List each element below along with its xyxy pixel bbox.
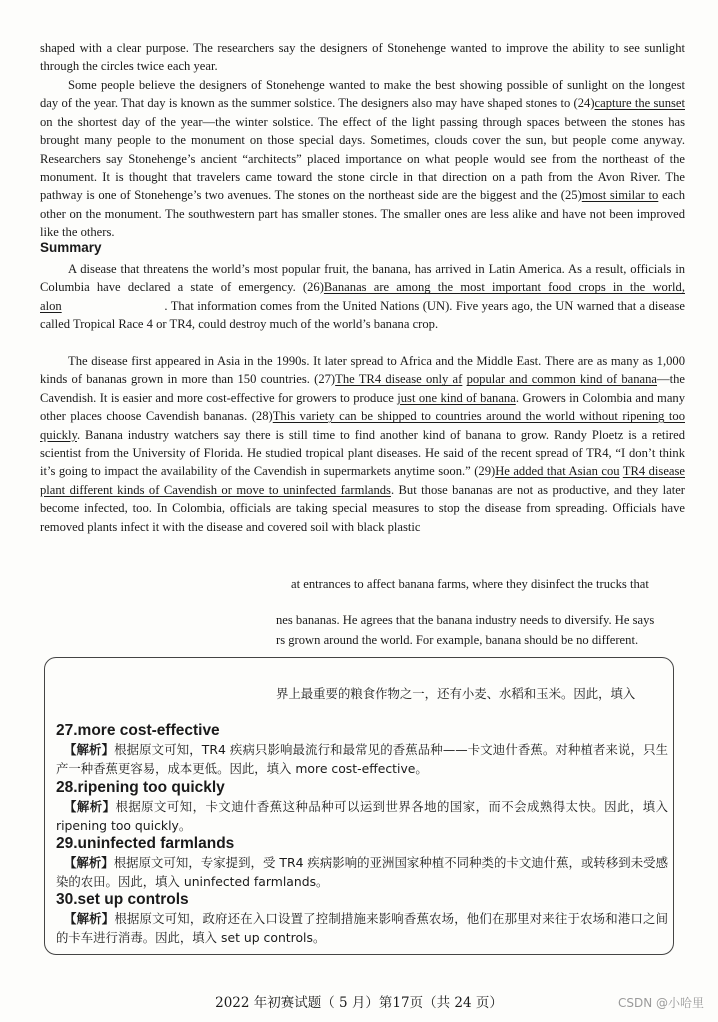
- paragraph-text: The disease first appeared in Asia in the 1990s. It later spread to Africa and the Middle East. There are as many as 1,000 kinds of bananas grown in more than 150 countries. (27): [40, 354, 685, 387]
- passage-paragraph-2: [40, 76, 685, 242]
- watermark: CSDN @小哈里: [617, 996, 704, 1010]
- paragraph-text: shaped with a clear purpose. The researchers say the designers of Stonehenge wanted to improve the ability to see sunlight through the circles twice each year.: [40, 41, 685, 74]
- paragraph-text: . That information comes from the United Nations (UN). Five years ago, the UN warned that a disease called Tropical Race 4 or TR4, could destroy much of the world’s banana crop.: [40, 298, 685, 332]
- answer-26-explanation-fragment: 界上最重要的粮食作物之一，还有小麦、水稻和玉米。因此，填入: [276, 686, 636, 701]
- underlined-phrase: just one kind of banana: [397, 390, 516, 405]
- passage-paragraph-3: [40, 260, 685, 334]
- answer-29-underline-cont: TR4 disease plant different kinds of Cavendish or move to uninfected farmlands: [40, 464, 685, 497]
- summary-heading: Summary: [40, 240, 102, 255]
- analysis-tag: 【解析】: [64, 855, 114, 870]
- answer-30-explanation: [56, 909, 668, 947]
- paragraph-text: on the shortest day of the year—the winter solstice. The effect of the light passing through spaces between the stones has brought many people to the monument on those special days. Sometimes, clouds cover the sun, but people come anyway. Researchers say Stonehenge’s ancient “architects” placed importance on what people would see from the northeast of the monument. It is thought that travelers came toward the stone circle in that direction on a path from the Avon River. The pathway is one of Stonehenge’s two avenues. The stones on the northeast side are the biggest and the (25): [40, 114, 685, 203]
- passage-paragraph-1: [40, 39, 685, 76]
- answer-27-explanation: [56, 740, 668, 778]
- explanation-text: 根据原文可知，专家提到，受 TR4 疾病影响的亚洲国家种植不同种类的卡文迪什蕉，或转移到未受感染的农田。因此，填入 uninfected farmlands。: [56, 855, 668, 889]
- explanation-text: 根据原文可知，TR4 疾病只影响最流行和最常见的香蕉品种——卡文迪什香蕉。对种植者来说，只生产一种香蕉更容易，成本更低。因此，填入 more cost-effective。: [56, 742, 669, 776]
- answer-24-underline: capture the sunset: [594, 96, 685, 111]
- paragraph-text: Some people believe the designers of Stonehenge wanted to make the best showing possible of sunlight on the longest day of the year. That day is known as the summer solstice. The designers also may have shaped stones to (24): [40, 78, 685, 111]
- analysis-tag: 【解析】: [64, 742, 115, 757]
- answer-28-underline: This variety can be shipped to countries around the world without ripening too quickly: [40, 409, 685, 442]
- cropped-text-fragment: nes bananas. He agrees that the banana industry needs to diversify. He says: [276, 613, 655, 627]
- answer-28-explanation: [56, 797, 668, 835]
- paragraph-text: . Growers in Colombia and many other places choose Cavendish bananas. (28): [40, 390, 686, 424]
- answer-27-label: 27.more cost-effective: [56, 722, 220, 739]
- paragraph-text: . But those bananas are not as productive, and they later become infected, too. In Colombia, officials are taking special measures to stop the disease from spreading. Officials have removed plants infect it with the disease and covered soil with black plastic: [40, 482, 685, 534]
- answer-30-label: 30.set up controls: [56, 891, 189, 908]
- page-footer: 2022 年初赛试题（ 5 月）第17页（共 24 页）: [215, 995, 503, 1011]
- answer-25-underline: most similar to: [581, 188, 659, 203]
- paragraph-text: . Banana industry watchers say there is still time to find another kind of banana to grow. Randy Ploetz is a retired scientist from the University of Florida. He studied tropical plant diseases. He said of the recent spread of TR4, “I don’t think it’s going to impact the availability of the Cavendish in supermarkets anytime soon.” (29): [40, 427, 685, 479]
- answer-29-underline: He added that Asian cou: [495, 464, 620, 479]
- paragraph-text: each other on the monument. The southwestern part has smaller stones. The smaller ones are less alike and have not been improved like the others.: [40, 188, 686, 240]
- answer-27-underline-cont: popular and common kind of banana: [466, 372, 657, 387]
- answer-28-label: 28.ripening too quickly: [56, 779, 225, 796]
- answer-29-explanation: [56, 853, 668, 891]
- answer-29-label: 29.uninfected farmlands: [56, 835, 235, 852]
- paragraph-text: A disease that threatens the world’s most popular fruit, the banana, has arrived in Latin America. As a result, officials in Columbia have declared a state of emergency. (26): [40, 262, 685, 295]
- explanation-text: 根据原文可知，政府还在入口设置了控制措施来影响香蕉农场，他们在那里对来往于农场和港口之间的卡车进行消毒。因此，填入 set up controls。: [56, 911, 669, 945]
- answer-27-underline: The TR4 disease only af: [335, 372, 463, 387]
- analysis-tag: 【解析】: [64, 799, 116, 814]
- passage-paragraph-4: [40, 352, 685, 536]
- analysis-tag: 【解析】: [64, 911, 115, 926]
- cropped-text-fragment: at entrances to affect banana farms, where they disinfect the trucks that: [291, 577, 649, 591]
- cropped-text-fragment: rs grown around the world. For example, banana should be no different.: [276, 633, 639, 647]
- explanation-text: 根据原文可知，卡文迪什香蕉这种品种可以运到世界各地的国家，而不会成熟得太快。因此，填入 ripening too quickly。: [56, 799, 669, 833]
- answer-26-underline: Bananas are among the most important food crops in the world, alon: [40, 280, 685, 313]
- paragraph-text: —the Cavendish. It is easier and more cost-effective for growers to produce: [40, 372, 685, 405]
